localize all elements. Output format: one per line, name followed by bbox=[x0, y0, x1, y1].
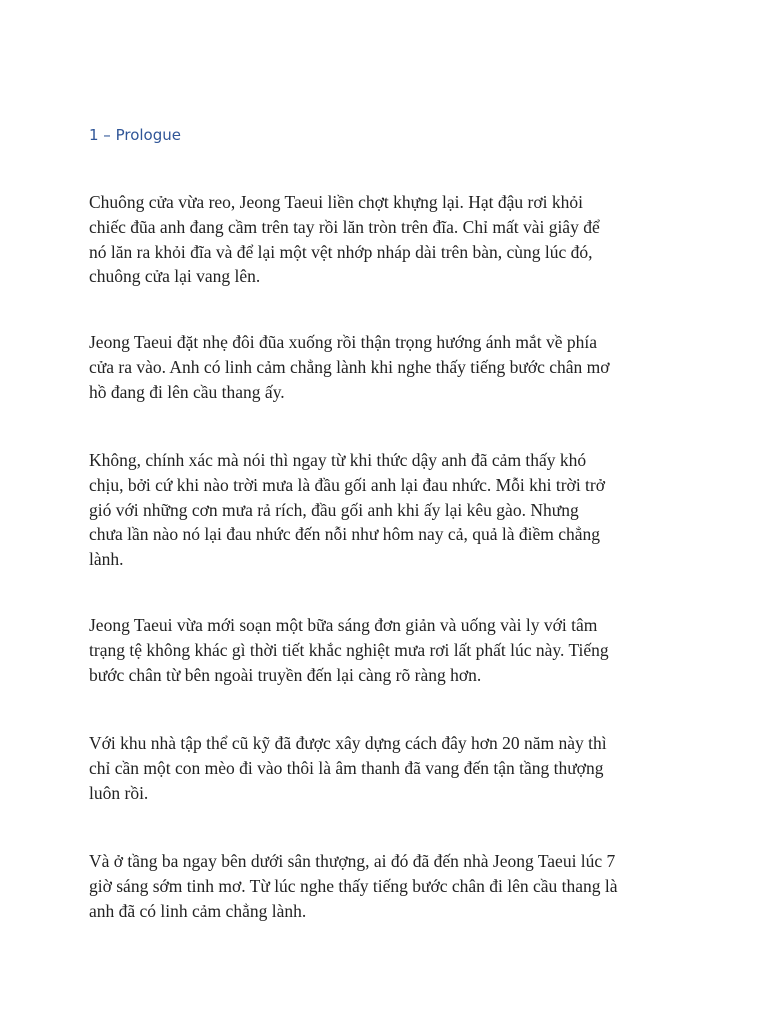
paragraph-2 bbox=[89, 330, 689, 404]
paragraph-line: gió với những cơn mưa rả rích, đầu gối anh khi ấy lại kêu gào. Nhưng bbox=[89, 499, 579, 520]
paragraph-1 bbox=[89, 190, 689, 289]
paragraph-line: hồ đang đi lên cầu thang ấy. bbox=[89, 381, 285, 402]
paragraph-line: luôn rồi. bbox=[89, 782, 149, 803]
paragraph-line: Không, chính xác mà nói thì ngay từ khi thức dậy anh đã cảm thấy khó bbox=[89, 450, 587, 470]
chapter-heading: 1 – Prologue bbox=[89, 126, 181, 144]
paragraph-line: Jeong Taeui vừa mới soạn một bữa sáng đơn giản và uống vài ly với tâm bbox=[89, 615, 598, 635]
paragraph-line: trạng tệ không khác gì thời tiết khắc nghiệt mưa rơi lất phất lúc này. Tiếng bbox=[89, 639, 609, 660]
paragraph-6 bbox=[89, 849, 689, 923]
paragraph-line: Với khu nhà tập thể cũ kỹ đã được xây dựng cách đây hơn 20 năm này thì bbox=[89, 733, 607, 753]
paragraph-line: giờ sáng sớm tinh mơ. Từ lúc nghe thấy tiếng bước chân đi lên cầu thang là bbox=[89, 875, 618, 896]
paragraph-line: chưa lần nào nó lại đau nhức đến nỗi như hôm nay cả, quả là điềm chẳng bbox=[89, 524, 601, 545]
paragraph-line: Chuông cửa vừa reo, Jeong Taeui liền chợt khựng lại. Hạt đậu rơi khỏi bbox=[89, 192, 583, 212]
paragraph-5 bbox=[89, 731, 689, 805]
paragraph-3 bbox=[89, 448, 689, 572]
paragraph-line: chiếc đũa anh đang cầm trên tay rồi lăn tròn trên đĩa. Chỉ mất vài giây để bbox=[89, 216, 600, 237]
paragraph-line: lành. bbox=[89, 549, 124, 570]
paragraph-line: cửa ra vào. Anh có linh cảm chẳng lành khi nghe thấy tiếng bước chân mơ bbox=[89, 356, 610, 377]
paragraph-line: Và ở tầng ba ngay bên dưới sân thượng, ai đó đã đến nhà Jeong Taeui lúc 7 bbox=[89, 851, 616, 871]
paragraph-line: Jeong Taeui đặt nhẹ đôi đũa xuống rồi thận trọng hướng ánh mắt về phía bbox=[89, 332, 598, 352]
paragraph-line: chịu, bởi cứ khi nào trời mưa là đầu gối anh lại đau nhức. Mỗi khi trời trở bbox=[89, 474, 605, 495]
paragraph-line: chuông cửa lại vang lên. bbox=[89, 266, 261, 287]
paragraph-line: anh đã có linh cảm chẳng lành. bbox=[89, 900, 307, 921]
paragraph-line: nó lăn ra khỏi đĩa và để lại một vệt nhớp nháp dài trên bàn, cùng lúc đó, bbox=[89, 241, 593, 262]
paragraph-4 bbox=[89, 613, 689, 687]
paragraph-line: chỉ cần một con mèo đi vào thôi là âm thanh đã vang đến tận tầng thượng bbox=[89, 757, 604, 778]
paragraph-line: bước chân từ bên ngoài truyền đến lại càng rõ ràng hơn. bbox=[89, 664, 482, 685]
